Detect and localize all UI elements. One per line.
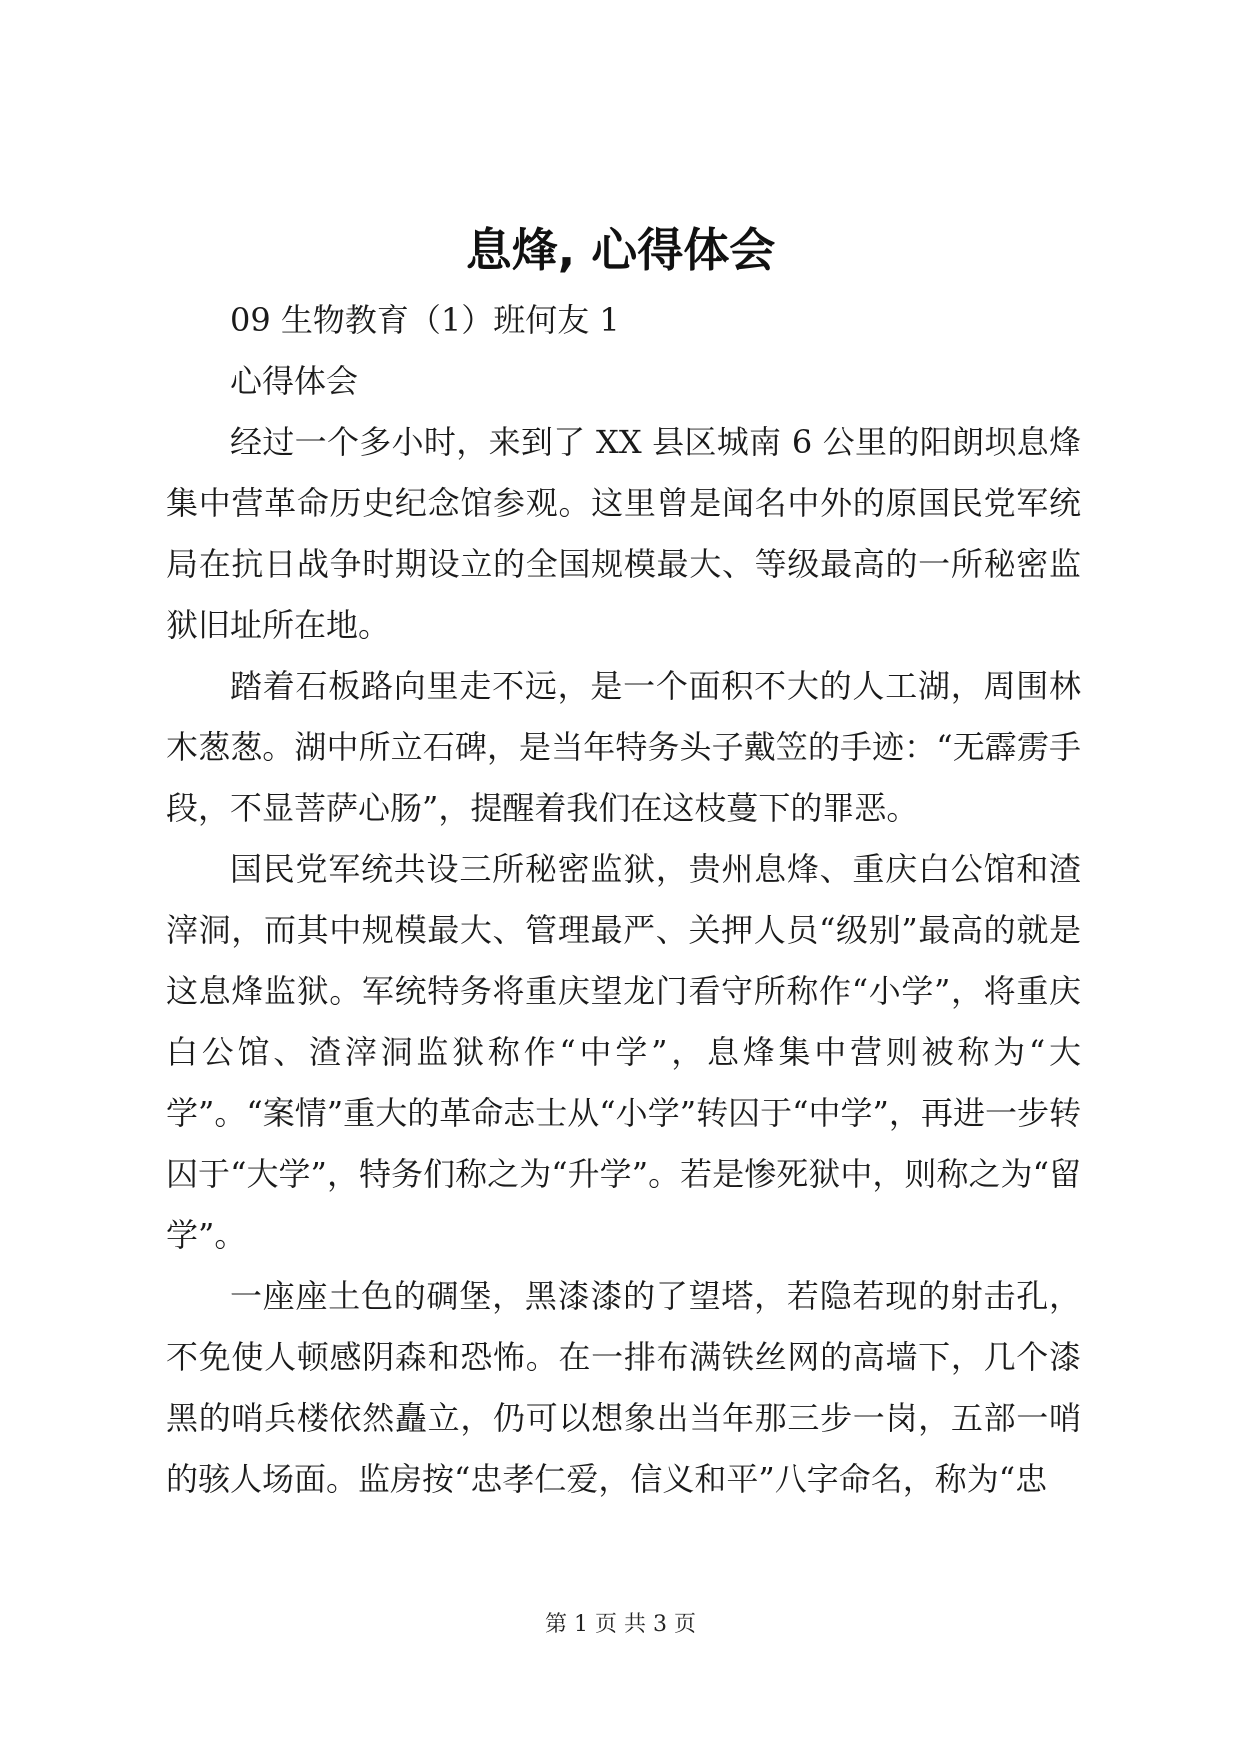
body-paragraph: 国民党军统共设三所秘密监狱，贵州息烽、重庆白公馆和渣滓洞，而其中规模最大、管理最严、关押人员“级别”最高的就是这息烽监狱。军统特务将重庆望龙门看守所称作“小学”，将重庆白公馆、渣滓洞监狱称作“中学”，息烽集中营则被称为“大学”。“案情”重大的革命志士从“小学”转囚于“中学”，再进一步转囚于“大学”，特务们称之为“升学”。若是惨死狱中，则称之为“留学”。 — [166, 850, 1081, 1254]
body-paragraph: 一座座土色的碉堡，黑漆漆的了望塔，若隐若现的射击孔，不免使人顿感阴森和恐怖。在一排布满铁丝网的高墙下，几个漆黑的哨兵楼依然矗立，仍可以想象出当年那三步一岗，五部一哨的骇人场面。监房按“忠孝仁爱，信义和平”八字命名，称为“忠 — [166, 1277, 1081, 1498]
page-number-footer: 第 1 页 共 3 页 — [545, 1612, 696, 1637]
section-heading: 心得体会 — [230, 362, 359, 400]
document-title: 息烽, 心得体会 — [465, 223, 776, 277]
body-paragraph: 踏着石板路向里走不远，是一个面积不大的人工湖，周围林木葱葱。湖中所立石碑，是当年特务头子戴笠的手迹：“无霹雳手段，不显菩萨心肠”，提醒着我们在这枝蔓下的罪恶。 — [166, 667, 1081, 827]
body-paragraph: 经过一个多小时，来到了 XX 县区城南 6 公里的阳朗坝息烽集中营革命历史纪念馆参观。这里曾是闻名中外的原国民党军统局在抗日战争时期设立的全国规模最大、等级最高的一所秘密监狱旧址所在地。 — [166, 423, 1081, 644]
document-body — [166, 290, 1081, 1510]
author-line: 09 生物教育（1）班何友 1 — [230, 301, 620, 339]
